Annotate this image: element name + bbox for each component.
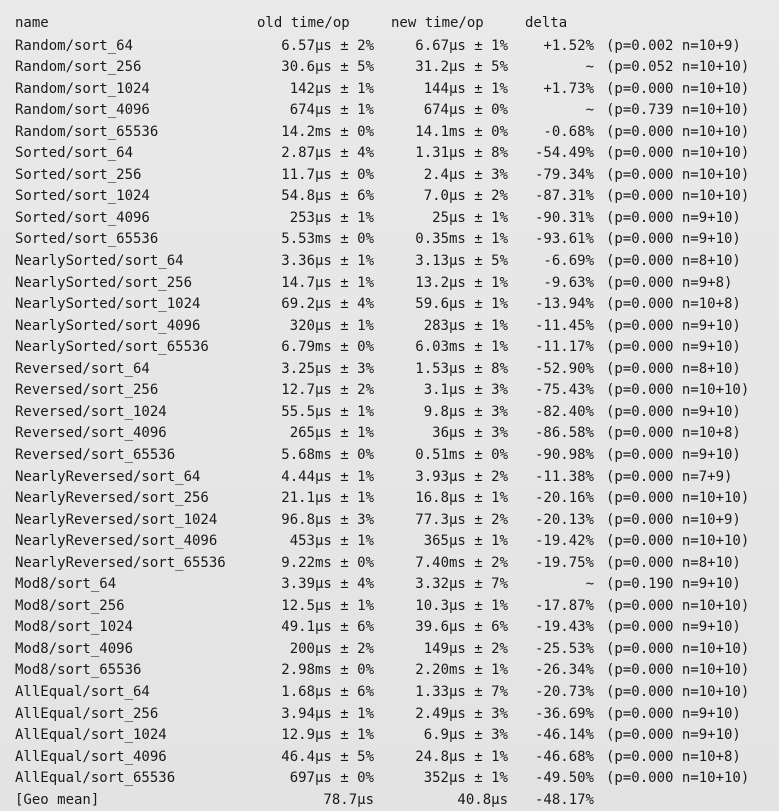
new-time: 1.31µs ± 8%: [415, 145, 508, 162]
new-time: 352µs ± 1%: [423, 770, 508, 787]
stats-value: (p=0.739 n=10+10): [606, 102, 750, 119]
old-time: 6.57µs ± 2%: [281, 37, 374, 54]
stats-value: (p=0.000 n=10+10): [606, 123, 750, 140]
stats-value: (p=0.000 n=10+10): [606, 640, 750, 657]
delta-value: +1.52%: [543, 37, 594, 54]
table-row: [0, 768, 779, 790]
table-row: [0, 359, 779, 381]
new-time: 674µs ± 0%: [423, 102, 508, 119]
old-time: 21.1µs ± 1%: [281, 490, 374, 507]
delta-value: -19.75%: [534, 554, 594, 571]
stats-value: (p=0.052 n=10+10): [606, 59, 750, 76]
stats-value: (p=0.000 n=8+10): [606, 360, 741, 377]
old-time: 9.22ms ± 0%: [281, 554, 374, 571]
delta-value: -54.49%: [534, 145, 594, 162]
stats-value: (p=0.000 n=10+9): [606, 511, 741, 528]
delta-value: +1.73%: [543, 80, 594, 97]
new-time: 144µs ± 1%: [423, 80, 508, 97]
table-row: [0, 316, 779, 338]
new-time: 149µs ± 2%: [423, 640, 508, 657]
delta-value: -90.98%: [534, 446, 594, 463]
table-row: [0, 100, 779, 122]
new-time: 9.8µs ± 3%: [423, 403, 508, 420]
benchmark-name: Mod8/sort_256: [15, 597, 125, 614]
new-time: 6.03ms ± 1%: [415, 339, 508, 356]
table-row: [0, 574, 779, 596]
new-time: 36µs ± 3%: [432, 425, 508, 442]
benchmark-name: NearlyReversed/sort_256: [15, 490, 209, 507]
old-time: 253µs ± 1%: [289, 209, 374, 226]
old-time: 78.7µs: [323, 791, 374, 808]
table-row: [0, 617, 779, 639]
stats-value: (p=0.000 n=10+10): [606, 382, 750, 399]
delta-value: -19.42%: [534, 533, 594, 550]
new-time: 2.20ms ± 1%: [415, 662, 508, 679]
benchmark-name: NearlySorted/sort_65536: [15, 339, 209, 356]
old-time: 55.5µs ± 1%: [281, 403, 374, 420]
benchmark-name: AllEqual/sort_1024: [15, 727, 167, 744]
new-time: 0.35ms ± 1%: [415, 231, 508, 248]
delta-value: -0.68%: [543, 123, 594, 140]
stats-value: (p=0.000 n=10+10): [606, 188, 750, 205]
stats-value: (p=0.000 n=9+10): [606, 705, 741, 722]
new-time: 77.3µs ± 2%: [415, 511, 508, 528]
stats-value: (p=0.000 n=9+10): [606, 403, 741, 420]
header-name: name: [15, 15, 49, 31]
old-time: 3.36µs ± 1%: [281, 253, 374, 269]
benchmark-name: NearlySorted/sort_4096: [15, 317, 201, 334]
old-time: 14.2ms ± 0%: [281, 123, 374, 140]
new-time: 6.67µs ± 1%: [415, 37, 508, 54]
benchmark-name: Random/sort_256: [15, 59, 142, 76]
new-time: 3.32µs ± 7%: [415, 576, 508, 593]
new-time: 2.49µs ± 3%: [415, 705, 508, 722]
new-time: 39.6µs ± 6%: [415, 619, 508, 636]
new-time: 3.93µs ± 2%: [415, 468, 508, 485]
benchmark-name: Mod8/sort_4096: [15, 640, 134, 657]
old-time: 3.39µs ± 4%: [281, 576, 374, 593]
new-time: 3.13µs ± 5%: [415, 253, 508, 269]
table-row: [0, 682, 779, 704]
delta-value: -49.50%: [534, 770, 594, 787]
new-time: 40.8µs: [457, 791, 508, 808]
stats-value: (p=0.000 n=10+10): [606, 770, 750, 787]
stats-value: (p=0.000 n=9+10): [606, 619, 741, 636]
table-row: [0, 553, 779, 575]
table-row: [0, 639, 779, 661]
stats-value: (p=0.002 n=10+9): [606, 37, 741, 54]
benchmark-name: Sorted/sort_1024: [15, 188, 150, 205]
new-time: 0.51ms ± 0%: [415, 446, 508, 463]
new-time: 283µs ± 1%: [423, 317, 508, 334]
delta-value: -9.63%: [543, 274, 594, 291]
benchmark-name: NearlyReversed/sort_65536: [15, 554, 226, 571]
stats-value: (p=0.000 n=10+8): [606, 296, 741, 313]
table-row: [0, 122, 779, 144]
header-old-time: old time/op: [257, 15, 350, 31]
old-time: 3.25µs ± 3%: [281, 360, 374, 377]
stats-value: (p=0.000 n=10+10): [606, 597, 750, 614]
old-time: 11.7µs ± 0%: [281, 166, 374, 183]
table-row: [0, 423, 779, 445]
table-row: [0, 57, 779, 79]
benchmark-name: Reversed/sort_256: [15, 382, 159, 399]
table-row: [0, 251, 779, 273]
table-row: [0, 488, 779, 510]
stats-value: (p=0.190 n=9+10): [606, 576, 741, 593]
table-row: [0, 402, 779, 424]
old-time: 12.7µs ± 2%: [281, 382, 374, 399]
benchmark-name: Random/sort_65536: [15, 123, 159, 140]
new-time: 7.40ms ± 2%: [415, 554, 508, 571]
stats-value: (p=0.000 n=9+10): [606, 727, 741, 744]
stats-value: (p=0.000 n=9+10): [606, 231, 741, 248]
old-time: 30.6µs ± 5%: [281, 59, 374, 76]
old-time: 453µs ± 1%: [289, 533, 374, 550]
old-time: 320µs ± 1%: [289, 317, 374, 334]
delta-value: -75.43%: [534, 382, 594, 399]
old-time: 96.8µs ± 3%: [281, 511, 374, 528]
table-row: [0, 165, 779, 187]
delta-value: -25.53%: [534, 640, 594, 657]
benchmark-name: Random/sort_64: [15, 37, 134, 54]
stats-value: (p=0.000 n=10+10): [606, 145, 750, 162]
old-time: 2.98ms ± 0%: [281, 662, 374, 679]
delta-value: -52.90%: [534, 360, 594, 377]
delta-value: -20.13%: [534, 511, 594, 528]
delta-value: -20.16%: [534, 490, 594, 507]
benchmark-name: Reversed/sort_64: [15, 360, 150, 377]
benchmark-name: NearlyReversed/sort_64: [15, 468, 201, 485]
benchmark-name: Sorted/sort_64: [15, 145, 134, 162]
benchmark-name: Mod8/sort_1024: [15, 619, 134, 636]
old-time: 3.94µs ± 1%: [281, 705, 374, 722]
stats-value: (p=0.000 n=9+10): [606, 446, 741, 463]
benchmark-name: NearlySorted/sort_1024: [15, 296, 201, 313]
old-time: 6.79ms ± 0%: [281, 339, 374, 356]
table-row: [0, 725, 779, 747]
delta-value: -82.40%: [534, 403, 594, 420]
delta-value: -11.45%: [534, 317, 594, 334]
stats-value: (p=0.000 n=9+8): [606, 274, 733, 291]
benchmark-name: AllEqual/sort_64: [15, 684, 150, 700]
old-time: 200µs ± 2%: [289, 640, 374, 657]
stats-value: (p=0.000 n=10+10): [606, 80, 750, 97]
delta-value: -46.14%: [534, 727, 594, 744]
new-time: 59.6µs ± 1%: [415, 296, 508, 313]
delta-value: -6.69%: [543, 253, 594, 269]
delta-value: -19.43%: [534, 619, 594, 636]
old-time: 12.9µs ± 1%: [281, 727, 374, 744]
new-time: 31.2µs ± 5%: [415, 59, 508, 76]
table-row: [0, 294, 779, 316]
header-delta: delta: [525, 15, 568, 31]
stats-value: (p=0.000 n=10+8): [606, 425, 741, 442]
old-time: 54.8µs ± 6%: [281, 188, 374, 205]
benchmark-name: Reversed/sort_65536: [15, 446, 176, 463]
benchmark-name: Mod8/sort_64: [15, 576, 117, 593]
header-row: [0, 13, 779, 35]
old-time: 674µs ± 1%: [289, 102, 374, 119]
delta-value: ~: [585, 576, 594, 593]
delta-value: -79.34%: [534, 166, 594, 183]
stats-value: (p=0.000 n=7+9): [606, 468, 733, 485]
table-row: [0, 79, 779, 101]
delta-value: -86.58%: [534, 425, 594, 442]
table-row: [0, 596, 779, 618]
new-time: 10.3µs ± 1%: [415, 597, 508, 614]
new-time: 2.4µs ± 3%: [423, 166, 508, 183]
delta-value: ~: [585, 102, 594, 119]
delta-value: -17.87%: [534, 597, 594, 614]
table-row: [0, 790, 779, 811]
benchmark-name: Sorted/sort_65536: [15, 231, 159, 248]
benchmark-name: NearlySorted/sort_256: [15, 274, 193, 291]
table-row: [0, 337, 779, 359]
benchmark-name: [Geo mean]: [15, 791, 100, 808]
delta-value: -20.73%: [534, 684, 594, 700]
old-time: 1.68µs ± 6%: [281, 684, 374, 700]
table-row: [0, 208, 779, 230]
old-time: 12.5µs ± 1%: [281, 597, 374, 614]
stats-value: (p=0.000 n=9+10): [606, 339, 741, 356]
delta-value: ~: [585, 59, 594, 76]
new-time: 365µs ± 1%: [423, 533, 508, 550]
stats-value: (p=0.000 n=9+10): [606, 317, 741, 334]
benchmark-name: Reversed/sort_4096: [15, 425, 167, 442]
new-time: 6.9µs ± 3%: [423, 727, 508, 744]
stats-value: (p=0.000 n=10+10): [606, 684, 750, 700]
new-time: 3.1µs ± 3%: [423, 382, 508, 399]
benchmark-name: Sorted/sort_4096: [15, 209, 150, 226]
header-new-time: new time/op: [391, 15, 484, 31]
table-row: [0, 704, 779, 726]
table-row: [0, 186, 779, 208]
delta-value: -36.69%: [534, 705, 594, 722]
old-time: 265µs ± 1%: [289, 425, 374, 442]
table-row: [0, 510, 779, 532]
benchmark-name: AllEqual/sort_65536: [15, 770, 176, 787]
old-time: 69.2µs ± 4%: [281, 296, 374, 313]
table-row: [0, 467, 779, 489]
stats-value: (p=0.000 n=10+10): [606, 490, 750, 507]
new-time: 14.1ms ± 0%: [415, 123, 508, 140]
new-time: 1.53µs ± 8%: [415, 360, 508, 377]
stats-value: (p=0.000 n=9+10): [606, 209, 741, 226]
old-time: 46.4µs ± 5%: [281, 748, 374, 765]
table-row: [0, 660, 779, 682]
table-row: [0, 143, 779, 165]
benchmark-name: Random/sort_1024: [15, 80, 150, 97]
benchmark-name: NearlyReversed/sort_4096: [15, 533, 218, 550]
table-row: [0, 747, 779, 769]
new-time: 24.8µs ± 1%: [415, 748, 508, 765]
benchmark-name: AllEqual/sort_256: [15, 705, 159, 722]
new-time: 1.33µs ± 7%: [415, 684, 508, 700]
new-time: 25µs ± 1%: [432, 209, 508, 226]
table-row: [0, 531, 779, 553]
old-time: 697µs ± 0%: [289, 770, 374, 787]
stats-value: (p=0.000 n=10+8): [606, 748, 741, 765]
delta-value: -26.34%: [534, 662, 594, 679]
old-time: 5.68ms ± 0%: [281, 446, 374, 463]
old-time: 2.87µs ± 4%: [281, 145, 374, 162]
benchmark-name: AllEqual/sort_4096: [15, 748, 167, 765]
benchmark-name: Mod8/sort_65536: [15, 662, 142, 679]
table-row: [0, 229, 779, 251]
old-time: 14.7µs ± 1%: [281, 274, 374, 291]
old-time: 142µs ± 1%: [289, 80, 374, 97]
old-time: 49.1µs ± 6%: [281, 619, 374, 636]
benchmark-name: NearlySorted/sort_64: [15, 253, 184, 269]
new-time: 13.2µs ± 1%: [415, 274, 508, 291]
old-time: 4.44µs ± 1%: [281, 468, 374, 485]
table-row: [0, 36, 779, 58]
delta-value: -13.94%: [534, 296, 594, 313]
table-row: [0, 380, 779, 402]
delta-value: -87.31%: [534, 188, 594, 205]
delta-value: -48.17%: [534, 791, 594, 808]
stats-value: (p=0.000 n=8+10): [606, 554, 741, 571]
stats-value: (p=0.000 n=10+10): [606, 533, 750, 550]
new-time: 16.8µs ± 1%: [415, 490, 508, 507]
benchmark-name: Sorted/sort_256: [15, 166, 142, 183]
new-time: 7.0µs ± 2%: [423, 188, 508, 205]
stats-value: (p=0.000 n=10+10): [606, 662, 750, 679]
delta-value: -11.38%: [534, 468, 594, 485]
stats-value: (p=0.000 n=10+10): [606, 166, 750, 183]
benchmark-name: NearlyReversed/sort_1024: [15, 511, 218, 528]
delta-value: -90.31%: [534, 209, 594, 226]
delta-value: -46.68%: [534, 748, 594, 765]
table-row: [0, 445, 779, 467]
delta-value: -11.17%: [534, 339, 594, 356]
stats-value: (p=0.000 n=8+10): [606, 253, 741, 269]
benchmark-name: Random/sort_4096: [15, 102, 150, 119]
benchmark-name: Reversed/sort_1024: [15, 403, 167, 420]
table-row: [0, 273, 779, 295]
old-time: 5.53ms ± 0%: [281, 231, 374, 248]
delta-value: -93.61%: [534, 231, 594, 248]
